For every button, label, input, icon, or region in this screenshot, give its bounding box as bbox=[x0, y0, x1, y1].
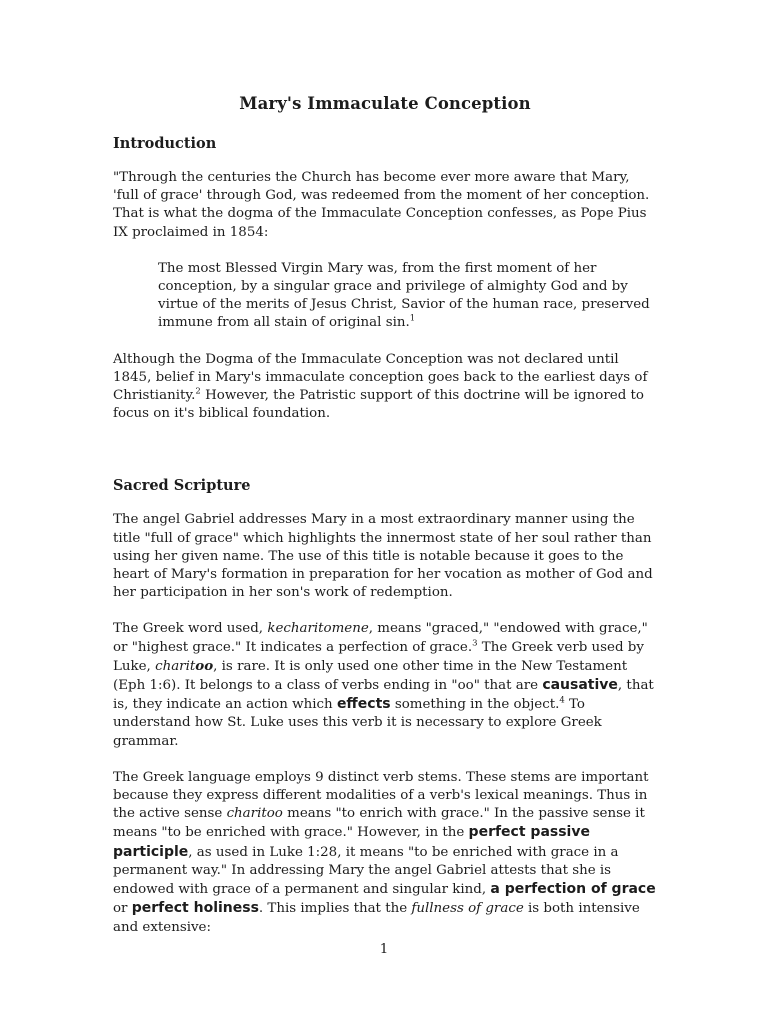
footnote-ref-3[interactable]: 3 bbox=[472, 638, 478, 649]
term-fullness-of-grace: fullness of grace bbox=[411, 901, 524, 917]
sacred-scripture-heading: Sacred Scripture bbox=[113, 477, 251, 495]
greek-term-kecharitomene: kecharitomene bbox=[267, 621, 369, 637]
emphasis-effects: effects bbox=[336, 696, 391, 713]
papal-quote bbox=[158, 260, 657, 333]
footnote-ref-2[interactable]: 2 bbox=[195, 386, 201, 397]
introduction-paragraph-2: Although the Dogma of the Immaculate Conception was not declared until 1845, belief in Mary's immaculate conception goes back to the earliest days of Christianity.$^2$ However, the Patristic support of this doctrine will be ignored to focus on it's biblical foundation. bbox=[113, 351, 648, 422]
emphasis-perfect-holiness: perfect holiness bbox=[131, 900, 259, 917]
document-page bbox=[113, 88, 657, 955]
scripture-paragraph-3: The Greek language employs 9 distinct verb stems. These stems are important because they express different modalities of a verb's lexical meanings. Thus in the active sense charitoo means "to enrich with grace." In the passive sense it means "to be enriched with grace." However, in the perfect passive participle, as used in Luke 1:28, it means "to be enriched with grace in a permanent way." In addressing Mary the angel Gabriel attests that she is endowed with grace of a permanent and singular kind, a perfection of grace or perfect holiness. This implies that the fullness of grace is both intensive and extensive: bbox=[113, 769, 656, 935]
footnote-ref-4[interactable]: 4 bbox=[559, 695, 565, 706]
introduction-heading: Introduction bbox=[113, 135, 217, 152]
scripture-paragraph-2: The Greek word used, kecharitomene, means "graced," "endowed with grace," or "highest grace." It indicates a perfection of grace.$^3$ The Greek verb used by Luke, charitoo, is rare. It is only used one other time in the New Testament (Eph 1:6). It belongs to a class of verbs ending in "oo" that are causative, that is, they indicate an action which effects something in the object.$^4$ To understand how St. Luke uses this verb it is necessary to explore Greek grammar. bbox=[113, 621, 654, 749]
papal-quote-text: The most Blessed Virgin Mary was, from the first moment of her conception, by a singular grace and privilege of almighty God and by virtue of the merits of Jesus Christ, Savior of the human race, preserved immune from all stain of original sin. bbox=[158, 260, 650, 331]
footnote-ref-1[interactable]: 1 bbox=[409, 313, 416, 324]
term-charitoo: charitoo bbox=[226, 806, 283, 822]
greek-term-charitoo: charitoo bbox=[155, 657, 214, 674]
introduction-paragraph-1: "Through the centuries the Church has become ever more aware that Mary, 'full of grace' through God, was redeemed from the moment of her conception. That is what the dogma of the Immaculate Conception confesses, as Pope Pius IX proclaimed in 1854: bbox=[113, 170, 650, 240]
document-title: Mary's Immaculate Conception bbox=[239, 94, 531, 113]
scripture-paragraph-1: The angel Gabriel addresses Mary in a most extraordinary manner using the title "full of grace" which highlights the innermost state of her soul rather than using her given name. The use of this title is notable because it goes to the heart of Mary's formation in preparation for her vocation as mother of God and her participation in her son's work of redemption. bbox=[113, 512, 653, 601]
emphasis-perfection-of-grace: a perfection of grace bbox=[490, 881, 656, 898]
emphasis-perfect-passive-participle: perfect passive participle bbox=[113, 824, 590, 860]
emphasis-causative: causative bbox=[542, 677, 618, 694]
page-number: 1 bbox=[379, 942, 389, 957]
section-spacer bbox=[113, 441, 657, 477]
